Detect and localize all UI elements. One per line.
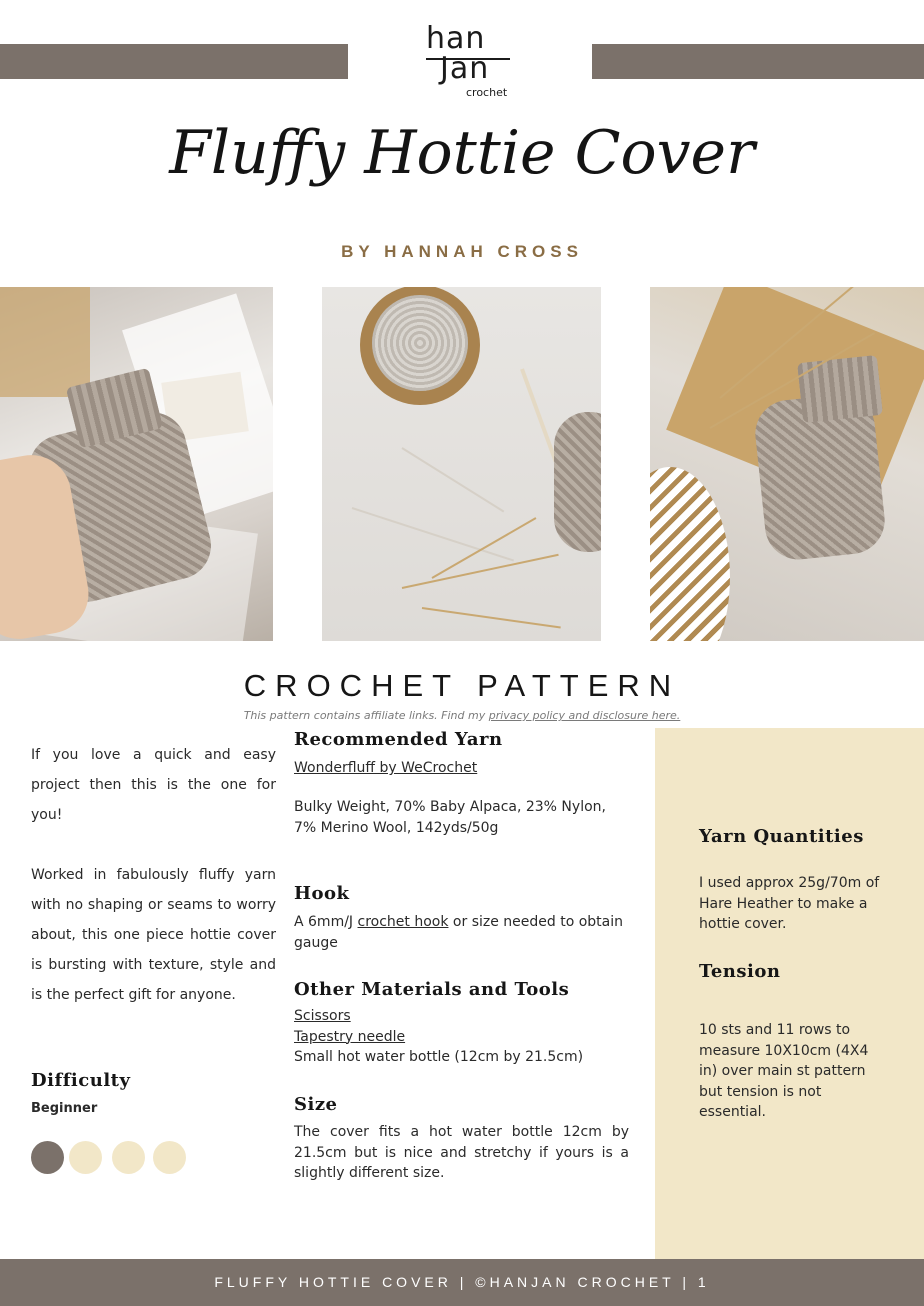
intro-paragraph: If you love a quick and easy project then this is the one for you! (31, 747, 276, 823)
size-heading: Size (294, 1094, 338, 1115)
section-heading: CROCHET PATTERN (243, 668, 681, 703)
intro-paragraph: Worked in fabulously fluffy yarn with no shaping or seams to worry about, this one piece hottie cover is bursting with texture, style and is the perfect gift for anyone. (31, 867, 276, 1003)
photo-hottie-in-hand (0, 287, 273, 641)
intro-column (31, 740, 276, 1010)
difficulty-dot (69, 1141, 102, 1174)
author-byline: BY HANNAH CROSS (341, 242, 583, 261)
page-title: Fluffy Hottie Cover (169, 118, 755, 188)
hook-text: A 6mm/J crochet hook or size needed to obtain gauge (294, 914, 624, 951)
materials-item: Small hot water bottle (12cm by 21.5cm) (294, 1049, 584, 1065)
tension-text: 10 sts and 11 rows to measure 10X10cm (4X4 in) over main st pattern but tension is not essential. (699, 1022, 869, 1120)
materials-list (294, 1006, 629, 1068)
difficulty-dot (153, 1141, 186, 1174)
crochet-hook-link[interactable]: crochet hook (357, 914, 449, 930)
tapestry-needle-link[interactable]: Tapestry needle (294, 1028, 406, 1045)
affiliate-note: This pattern contains affiliate links. Find my privacy policy and disclosure here. (243, 709, 681, 722)
header-bar-left (0, 44, 348, 79)
tension-heading: Tension (699, 961, 781, 982)
photo-hottie-on-blanket (650, 287, 924, 641)
yarn-link[interactable]: Wonderfluff by WeCrochet (294, 760, 478, 776)
difficulty-value: Beginner (31, 1101, 98, 1116)
footer-text: FLUFFY HOTTIE COVER | ©HANJAN CROCHET | 1 (214, 1274, 710, 1290)
side-panel (655, 728, 924, 1259)
difficulty-heading: Difficulty (31, 1070, 131, 1091)
scissors-link[interactable]: Scissors (294, 1008, 351, 1024)
photo-yarn-bowl (322, 287, 601, 641)
difficulty-dot (31, 1141, 64, 1174)
size-text: The cover fits a hot water bottle 12cm by 21.5cm but is nice and stretchy if yours is a slightly different size. (294, 1124, 629, 1181)
privacy-policy-link[interactable]: privacy policy and disclosure here. (488, 709, 681, 722)
recommended-yarn-heading: Recommended Yarn (294, 729, 503, 750)
difficulty-dot (112, 1141, 145, 1174)
header-bar-right (592, 44, 924, 79)
hanjan-logo: han Jan crochet (418, 24, 518, 100)
yarn-quantities-heading: Yarn Quantities (699, 826, 864, 847)
yarn-details: Bulky Weight, 70% Baby Alpaca, 23% Nylon, 7% Merino Wool, 142yds/50g (294, 799, 606, 836)
hook-heading: Hook (294, 883, 350, 904)
materials-heading: Other Materials and Tools (294, 979, 570, 1000)
yarn-quantities-text: I used approx 25g/70m of Hare Heather to make a hottie cover. (699, 875, 880, 932)
